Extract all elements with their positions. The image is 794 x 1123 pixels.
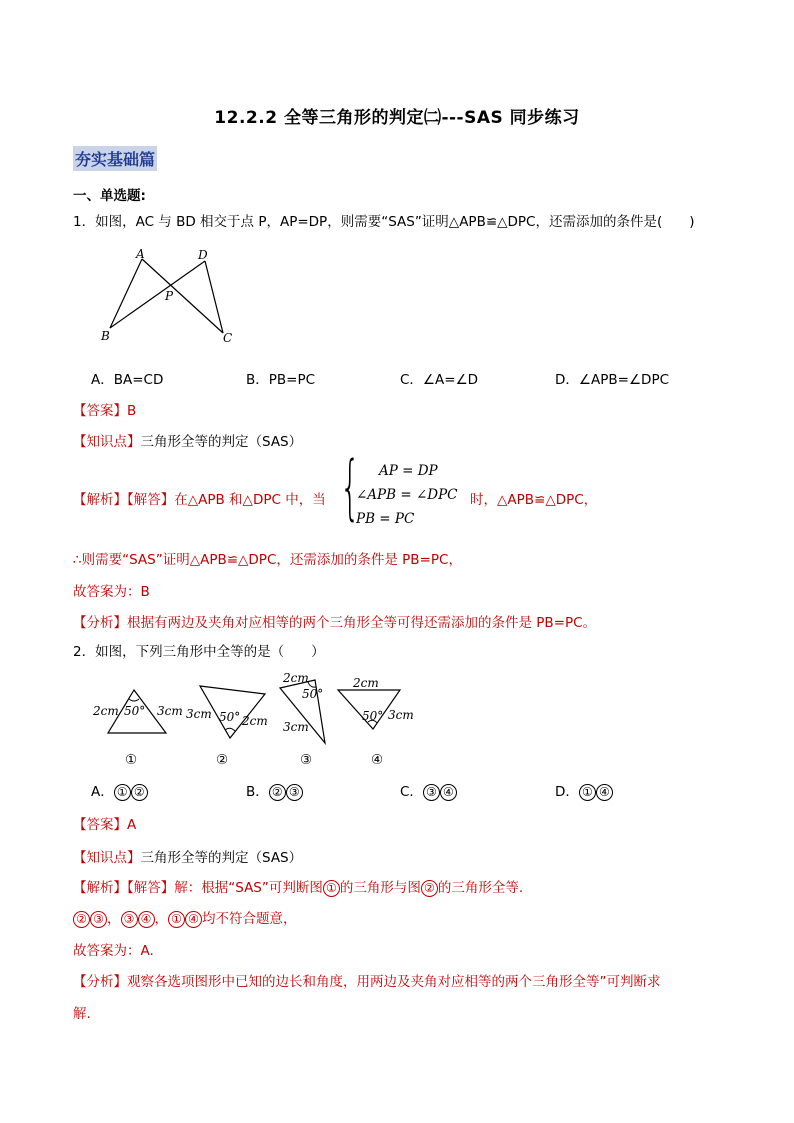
q2-analysis-line: 【解析】【解答】解：根据“SAS”可判断图 ① 的三角形与图 ② 的三角形全等. <box>73 880 524 896</box>
section-heading: 夯实基础篇 <box>73 146 157 171</box>
q1-answer: B <box>127 403 137 419</box>
q1-option-c: C．∠A=∠D <box>400 372 479 388</box>
q1-system-1: AP = DP <box>379 463 438 479</box>
q2-knowledge: 三角形全等的判定（SAS） <box>140 850 303 866</box>
q1-comment-line <box>73 611 596 631</box>
q2-fig4-angle: 50° <box>362 709 384 723</box>
q1-analysis-tag: 【解析】【解答】 <box>73 492 175 508</box>
q1-analysis-pre: 在△APB 和△DPC 中，当 <box>174 492 326 508</box>
q2-fig2-left: 3cm <box>186 707 212 721</box>
q2-answer: A <box>127 817 137 833</box>
q2-option-a: A． ① ② <box>91 780 148 801</box>
q2-analysis-line2: ② ③ ， ③ ④ ， ① ④ 均不符合题意， <box>73 907 297 928</box>
q2-fig4-num: ④ <box>371 752 384 768</box>
q1-option-b: B．PB=PC <box>246 372 316 388</box>
q2-option-b: B． ② ③ <box>246 780 303 801</box>
q2-fig3-angle: 50° <box>302 687 324 701</box>
q1-brace: { <box>340 446 361 528</box>
q2-fig2-num: ② <box>216 752 229 768</box>
q1-line-AB <box>110 259 142 328</box>
q2-knowledge-tag: 【知识点】 <box>73 850 141 866</box>
q1-system-3: PB = PC <box>356 511 415 527</box>
q1-system-2: ∠APB = ∠DPC <box>356 487 458 503</box>
q1-label-C: C <box>223 331 233 345</box>
q1-label-P: P <box>165 289 174 303</box>
q2-option-c: C． ③ ④ <box>400 780 457 801</box>
q1-label-D: D <box>198 248 208 262</box>
q2-fig1-num: ① <box>125 752 138 768</box>
q2-fig1-right: 3cm <box>157 704 183 718</box>
q2-stem: 2．如图，下列三角形中全等的是（ ） <box>73 644 325 660</box>
part-heading: 一、单选题: <box>73 188 146 204</box>
q1-answer-line <box>73 399 136 419</box>
q2-answer-tag: 【答案】 <box>73 817 127 833</box>
q1-knowledge: 三角形全等的判定（SAS） <box>140 434 303 450</box>
q1-knowledge-tag: 【知识点】 <box>73 434 141 450</box>
q2-fig3-num: ③ <box>300 752 313 768</box>
q1-option-d: D．∠APB=∠DPC <box>555 372 670 388</box>
q2-fig4-right: 3cm <box>388 708 414 722</box>
q2-answer-line <box>73 813 136 833</box>
q2-knowledge-line <box>73 846 302 866</box>
q1-final: 故答案为：B <box>73 584 150 600</box>
q1-label-B: B <box>101 329 110 343</box>
q1-conclusion: ∴则需要“SAS”证明△APB≌△DPC，还需添加的条件是 PB=PC， <box>73 552 462 568</box>
q2-fig4-top: 2cm <box>353 676 379 690</box>
q1-stem: 1．如图，AC 与 BD 相交于点 P，AP=DP，则需要“SAS”证明△APB≌△DPC，还需添加的条件是( ) <box>73 214 695 230</box>
q2-comment-line <box>73 970 661 990</box>
q1-line-AC <box>142 259 223 333</box>
q2-comment-2: 解. <box>73 1006 91 1022</box>
q2-fig3-bottom: 3cm <box>283 720 309 734</box>
q2-fig1-angle: 50° <box>124 704 146 718</box>
q1-analysis-line <box>73 488 326 508</box>
q2-comment-1: 观察各选项图形中已知的边长和角度，用两边及夹角对应相等的两个三角形全等”可判断求 <box>127 974 661 990</box>
q2-fig2-right: 2cm <box>242 714 268 728</box>
q2-fig1-left: 2cm <box>93 704 119 718</box>
q1-line-BD <box>110 261 205 328</box>
q1-analysis-post: 时，△APB≌△DPC， <box>470 492 598 508</box>
q1-comment-tag: 【分析】 <box>73 615 127 631</box>
q1-label-A: A <box>136 247 145 261</box>
q2-analysis-tag: 【解析】【解答】 <box>73 880 175 896</box>
q1-line-DC <box>205 261 223 333</box>
q2-fig3-top: 2cm <box>283 671 309 685</box>
q2-final: 故答案为：A. <box>73 943 154 959</box>
q1-knowledge-line <box>73 430 302 450</box>
page-title: 12.2.2 全等三角形的判定㈡---SAS 同步练习 <box>214 108 580 128</box>
q1-option-a: A．BA=CD <box>91 372 164 388</box>
q2-fig2-angle: 50° <box>219 710 241 724</box>
q1-comment: 根据有两边及夹角对应相等的两个三角形全等可得还需添加的条件是 PB=PC。 <box>127 615 597 631</box>
q2-option-d: D． ① ④ <box>555 780 613 801</box>
q1-answer-tag: 【答案】 <box>73 403 127 419</box>
q2-comment-tag: 【分析】 <box>73 974 127 990</box>
